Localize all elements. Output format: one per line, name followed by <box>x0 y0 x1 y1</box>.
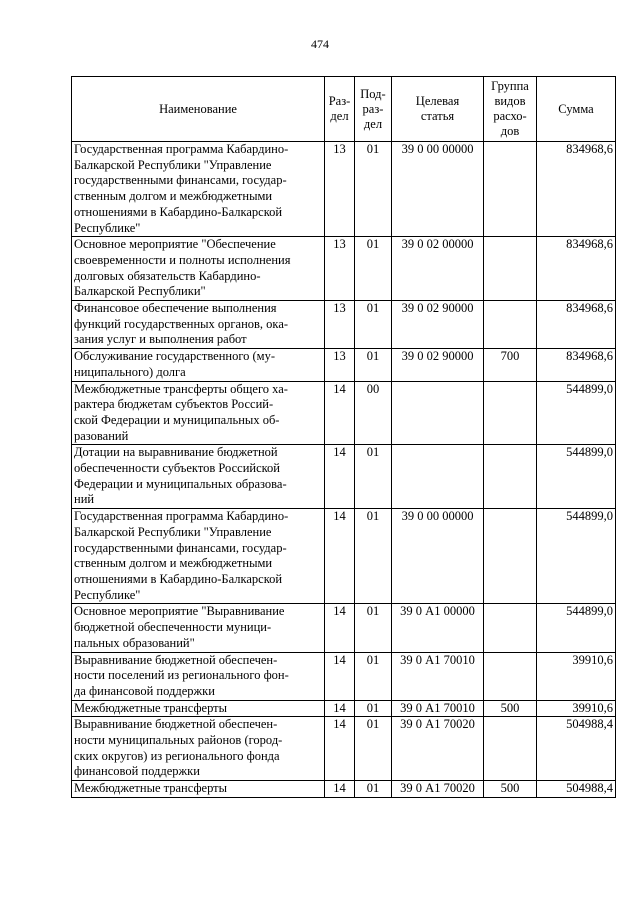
cell-target-article: 39 0 А1 70010 <box>392 700 484 717</box>
text-line: Межбюджетные трансферты общего ха- <box>74 381 288 396</box>
text-line: отношениями в Кабардино-Балкарской <box>74 571 283 586</box>
cell-sum: 39910,6 <box>537 700 616 717</box>
cell-podrazdel: 01 <box>355 604 392 652</box>
table-row <box>72 301 616 349</box>
text-line: Федерации и муниципальных образова- <box>74 476 287 491</box>
text-line: финансовой поддержки <box>74 764 200 779</box>
header-podrazdel <box>355 77 392 142</box>
text-line: Республике" <box>74 220 141 235</box>
text-line: видов <box>494 94 526 108</box>
cell-podrazdel: 01 <box>355 781 392 798</box>
header-sum <box>537 77 616 142</box>
cell-expense-group <box>484 237 537 301</box>
cell-expense-group <box>484 142 537 237</box>
text-line: Межбюджетные трансферты <box>74 700 228 715</box>
cell-name <box>72 381 325 445</box>
cell-razdel: 14 <box>325 604 355 652</box>
table-row <box>72 717 616 781</box>
text-line: бюджетной обеспеченности муници- <box>74 620 272 635</box>
header-name <box>72 77 325 142</box>
table-body <box>72 142 616 798</box>
cell-name <box>72 717 325 781</box>
table-row <box>72 237 616 301</box>
text-line: зания услуг и выполнения работ <box>74 332 247 347</box>
budget-table <box>71 76 616 798</box>
cell-expense-group <box>484 445 537 509</box>
text-line: Наименование <box>159 101 237 116</box>
header-razdel <box>325 77 355 142</box>
cell-name <box>72 237 325 301</box>
table-row <box>72 381 616 445</box>
cell-podrazdel: 01 <box>355 301 392 349</box>
table-row <box>72 604 616 652</box>
cell-expense-group <box>484 604 537 652</box>
text-line: раз- <box>362 101 384 116</box>
cell-razdel: 14 <box>325 717 355 781</box>
cell-name <box>72 349 325 381</box>
cell-name <box>72 700 325 717</box>
cell-podrazdel: 01 <box>355 717 392 781</box>
cell-podrazdel: 01 <box>355 142 392 237</box>
text-line: Финансовое обеспечение выполнения <box>74 301 277 316</box>
cell-sum: 544899,0 <box>537 381 616 445</box>
table-row <box>72 700 616 717</box>
text-line: Обслуживание государственного (му- <box>74 349 275 364</box>
cell-expense-group <box>484 509 537 604</box>
text-line: Государственная программа Кабардино- <box>74 509 289 524</box>
text-line: ности поселений из регионального фон- <box>74 668 289 683</box>
cell-expense-group: 500 <box>484 781 537 798</box>
cell-podrazdel: 01 <box>355 349 392 381</box>
text-line: ниципального) долга <box>74 364 186 379</box>
text-line: государственными финансами, государ- <box>74 173 287 188</box>
cell-sum: 834968,6 <box>537 349 616 381</box>
cell-sum: 504988,4 <box>537 781 616 798</box>
cell-name <box>72 142 325 237</box>
text-line: Республике" <box>74 587 141 602</box>
text-line: Раз- <box>328 94 351 108</box>
table-row <box>72 142 616 237</box>
text-line: ских округов) из регионального фонда <box>74 748 280 763</box>
text-line: обеспеченности субъектов Российской <box>74 461 280 476</box>
cell-expense-group <box>484 301 537 349</box>
text-line: Выравнивание бюджетной обеспечен- <box>74 652 278 667</box>
text-line: Сумма <box>558 101 594 116</box>
cell-sum: 834968,6 <box>537 301 616 349</box>
cell-name <box>72 652 325 700</box>
cell-sum: 504988,4 <box>537 717 616 781</box>
text-line: дов <box>500 124 520 138</box>
cell-podrazdel: 01 <box>355 652 392 700</box>
header-target <box>392 77 484 142</box>
cell-podrazdel: 01 <box>355 509 392 604</box>
cell-sum: 544899,0 <box>537 509 616 604</box>
text-line: государственными финансами, государ- <box>74 540 287 555</box>
cell-target-article: 39 0 А1 70020 <box>392 781 484 798</box>
cell-target-article <box>392 445 484 509</box>
text-line: рактера бюджетам субъектов Россий- <box>74 397 274 412</box>
cell-name <box>72 509 325 604</box>
cell-razdel: 14 <box>325 381 355 445</box>
cell-target-article <box>392 381 484 445</box>
text-line: Государственная программа Кабардино- <box>74 142 289 156</box>
cell-target-article: 39 0 02 00000 <box>392 237 484 301</box>
text-line: функций государственных органов, ока- <box>74 316 289 331</box>
text-line: Группа <box>491 79 529 93</box>
cell-sum: 834968,6 <box>537 142 616 237</box>
text-line: дел <box>363 116 383 131</box>
cell-target-article: 39 0 00 00000 <box>392 509 484 604</box>
cell-razdel: 13 <box>325 142 355 237</box>
cell-sum: 544899,0 <box>537 445 616 509</box>
cell-target-article: 39 0 02 90000 <box>392 349 484 381</box>
text-line: долговых обязательств Кабардино- <box>74 268 261 283</box>
cell-target-article: 39 0 А1 70020 <box>392 717 484 781</box>
text-line: Балкарской Республики "Управление <box>74 157 272 172</box>
cell-podrazdel: 01 <box>355 700 392 717</box>
text-line: ний <box>74 492 95 507</box>
text-line: Балкарской Республики" <box>74 284 206 299</box>
cell-name <box>72 301 325 349</box>
cell-target-article: 39 0 А1 00000 <box>392 604 484 652</box>
cell-expense-group <box>484 717 537 781</box>
cell-target-article: 39 0 А1 70010 <box>392 652 484 700</box>
table-row <box>72 445 616 509</box>
cell-razdel: 14 <box>325 781 355 798</box>
text-line: ности муниципальных районов (город- <box>74 733 283 748</box>
cell-name <box>72 781 325 798</box>
text-line: ственным долгом и межбюджетными <box>74 556 273 571</box>
text-line: Выравнивание бюджетной обеспечен- <box>74 717 278 732</box>
text-line: ской Федерации и муниципальных об- <box>74 412 280 427</box>
text-line: пальных образований" <box>74 635 195 650</box>
cell-expense-group <box>484 381 537 445</box>
text-line: отношениями в Кабардино-Балкарской <box>74 204 283 219</box>
table-row <box>72 509 616 604</box>
cell-name <box>72 604 325 652</box>
cell-razdel: 13 <box>325 301 355 349</box>
cell-sum: 834968,6 <box>537 237 616 301</box>
text-line: Под- <box>360 86 386 101</box>
cell-expense-group <box>484 652 537 700</box>
cell-razdel: 14 <box>325 445 355 509</box>
table-row <box>72 652 616 700</box>
text-line: своевременности и полноты исполнения <box>74 252 291 267</box>
cell-podrazdel: 01 <box>355 237 392 301</box>
cell-podrazdel: 00 <box>355 381 392 445</box>
text-line: ственным долгом и межбюджетными <box>74 189 273 204</box>
text-line: Основное мероприятие "Обеспечение <box>74 237 276 252</box>
cell-podrazdel: 01 <box>355 445 392 509</box>
cell-expense-group: 700 <box>484 349 537 381</box>
header-group <box>484 77 537 142</box>
text-line: дел <box>330 109 349 123</box>
table-header <box>72 77 616 142</box>
cell-razdel: 13 <box>325 237 355 301</box>
text-line: статья <box>420 109 455 123</box>
cell-name <box>72 445 325 509</box>
cell-razdel: 14 <box>325 700 355 717</box>
text-line: разований <box>74 428 129 443</box>
cell-target-article: 39 0 00 00000 <box>392 142 484 237</box>
cell-razdel: 14 <box>325 652 355 700</box>
text-line: Балкарской Республики "Управление <box>74 524 272 539</box>
cell-expense-group: 500 <box>484 700 537 717</box>
text-line: Основное мероприятие "Выравнивание <box>74 604 285 619</box>
cell-razdel: 13 <box>325 349 355 381</box>
page-number: 474 <box>311 37 329 51</box>
cell-razdel: 14 <box>325 509 355 604</box>
cell-target-article: 39 0 02 90000 <box>392 301 484 349</box>
text-line: расхо- <box>493 109 527 123</box>
table-row <box>72 781 616 798</box>
table-row <box>72 349 616 381</box>
text-line: Межбюджетные трансферты <box>74 781 228 796</box>
text-line: Целевая <box>415 94 460 108</box>
text-line: да финансовой поддержки <box>74 683 215 698</box>
text-line: Дотации на выравнивание бюджетной <box>74 445 278 460</box>
cell-sum: 39910,6 <box>537 652 616 700</box>
cell-sum: 544899,0 <box>537 604 616 652</box>
